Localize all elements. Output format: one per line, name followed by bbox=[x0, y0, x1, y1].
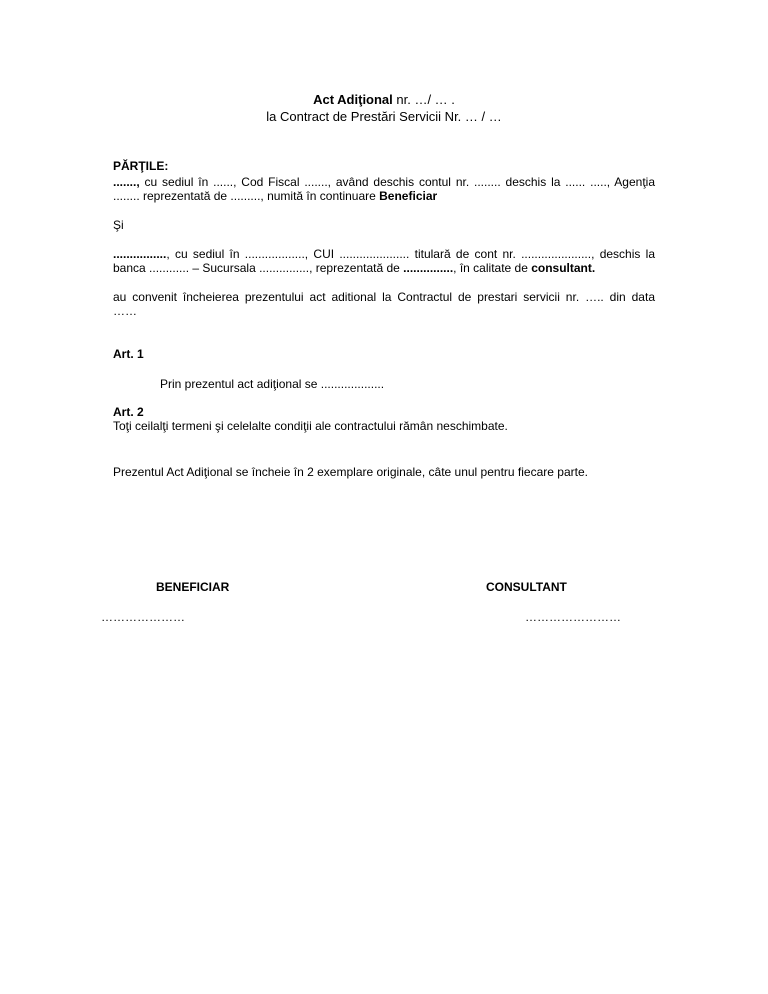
party2-line2-text: banca ............ – Sucursala ..............., reprezentată de bbox=[113, 261, 404, 275]
party2-line2-dots: ............... bbox=[403, 261, 454, 275]
signature-label-beneficiar: BENEFICIAR bbox=[156, 580, 230, 594]
party2-role: consultant. bbox=[531, 261, 596, 275]
art2-text: Toţi ceilalţi termeni şi celelalte condiţii ale contractului rămân neschimbate. bbox=[113, 419, 508, 433]
closing-text: Prezentul Act Adiţional se încheie în 2 exemplare originale, câte unul pentru fiecare parte. bbox=[113, 465, 588, 479]
and-connector: Şi bbox=[113, 218, 124, 232]
agreement-line2: …… bbox=[113, 304, 137, 318]
art1-text: Prin prezentul act adiţional se ................... bbox=[160, 377, 385, 391]
party1-dots: ......., bbox=[113, 175, 140, 189]
party1-line1-text: cu sediul în ......, Cod Fiscal ......., având deschis contul nr. ........ deschis la ...... ....., Agenţia bbox=[139, 175, 655, 189]
party2-line1 bbox=[113, 247, 655, 261]
signature-line-consultant: …………………… bbox=[525, 610, 621, 624]
art1-heading: Art. 1 bbox=[113, 347, 144, 361]
title-number: nr. …/ … . bbox=[392, 92, 455, 107]
party2-paragraph bbox=[113, 247, 655, 275]
party2-line1-text: , cu sediul în .................., CUI ..................... titulară de cont nr. ....................., deschis la bbox=[166, 247, 655, 261]
party1-paragraph bbox=[113, 175, 655, 203]
agreement-paragraph bbox=[113, 290, 655, 318]
art2-heading: Art. 2 bbox=[113, 405, 144, 419]
party1-line2 bbox=[113, 189, 655, 203]
agreement-line1: au convenit încheierea prezentului act aditional la Contractul de prestari servicii nr. ….. din data bbox=[113, 290, 655, 304]
party2-line2-mid: , în calitate de bbox=[453, 261, 532, 275]
party2-line2 bbox=[113, 261, 655, 275]
title-bold: Act Adiţional bbox=[313, 92, 393, 107]
parties-heading: PĂRŢILE: bbox=[113, 159, 169, 173]
signature-label-consultant: CONSULTANT bbox=[486, 580, 567, 594]
signature-line-beneficiar: ………………… bbox=[101, 610, 185, 624]
document-subtitle: la Contract de Prestări Servicii Nr. … / … bbox=[266, 109, 502, 124]
document-title bbox=[0, 92, 768, 108]
party1-line2-text: ........ reprezentată de ........., numită în continuare bbox=[113, 189, 380, 203]
party2-dots: ................ bbox=[113, 247, 167, 261]
party1-role: Beneficiar bbox=[379, 189, 438, 203]
party1-line1 bbox=[113, 175, 655, 189]
